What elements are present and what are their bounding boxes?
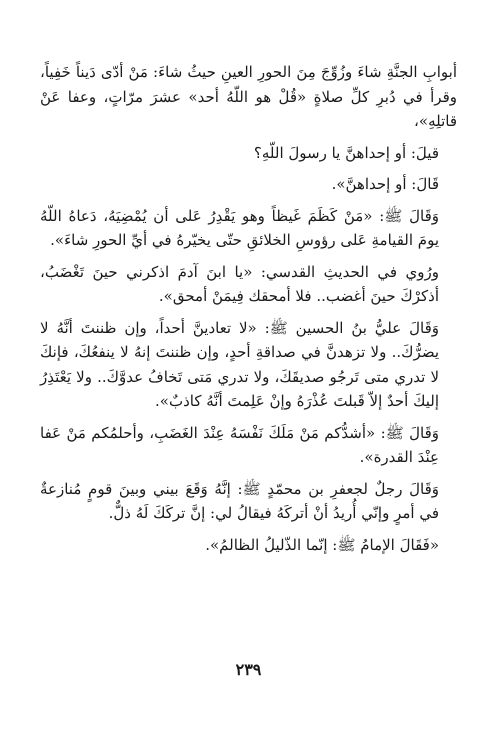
paragraph-4: وَقَالَ ﷺ: «مَنْ كَظَمَ غَيظاً وهو يَقْدِرُ عَلى أن يُمْضِيَهُ، دَعاهُ اللّهُ يومَ القيامةِ عَلى رؤوسِ الخلائقِ حتّى يخيّرهُ في أيِّ الحورِ شاءَ».	[40, 206, 439, 249]
paragraph-2: قيلَ: أو إحداهنَّ يا رسولَ اللّهِ؟	[253, 143, 439, 162]
paragraph-1: أبوابِ الجنَّةِ شاءَ وزُوِّجَ مِنَ الحورِ العينِ حيثُ شاءَ: مَنْ أدّى دَيناً خَفِياً، وقرأ في دُبرِ كلِّ صلاةٍ «قُلْ هو اللّهُ أحد» عشرَ مرّاتٍ، وعفا عَنْ قاتلِهِ»،	[40, 63, 457, 130]
paragraph-3: قَالَ: أو إحداهنَّ».	[331, 175, 439, 193]
page-body-text	[40, 60, 457, 557]
paragraph-5: ورُوي في الحديثِ القدسي: «يا ابنَ آدمَ اذكرني حينَ تَغْضَبُ، أذكرْكَ حينَ أغضب.. فلا أمحقك فِيمَنْ أمحق».	[40, 262, 439, 305]
page-number: ٢٣٩	[235, 660, 262, 679]
paragraph-8: وَقَالَ رجلٌ لجعفرِ بن محمّدٍ ﷺ: إنَّهُ وَقَعَ بيني وبينَ قومٍ مُنازعةٌ في أمرٍ وإنّي أُريدُ أنْ أتركَهُ فيقالُ لي: إنَّ تركَكَ لَهُ ذلٌّ.	[40, 479, 439, 522]
paragraph-6: وَقَالَ عليُّ بنُ الحسين ﷺ: «لا تعادينَّ أحداً، وإن ظننتَ أنَّهُ لا يضرُّكَ.. ولا تزهدنَّ في صداقةِ أحدٍ، وإن ظننتَ إنهُ لا ينفعُكَ، فإنكَ لا تدري متى تَرجُو صديقَكَ، ولا تدري مَتى تَخافُ عدوَّكَ.. ولا يَعْتَذِرُ إليكَ أحدٌ إلاّ قَبلتَ عُذْرَهُ وإنْ عَلِمتَ أنَّهُ كاذبٌ».	[40, 318, 439, 410]
paragraph-7: وَقَالَ ﷺ: «أشدُّكم مَنْ مَلَكَ نَفْسَهُ عِنْدَ الغَضَبِ، وأحلمُكم مَنْ عَفا عِنْدَ القدرة».	[40, 423, 439, 466]
paragraph-9: «فَقَالَ الإمامُ ﷺ: إنّما الذّليلُ الظالمُ».	[205, 535, 439, 554]
